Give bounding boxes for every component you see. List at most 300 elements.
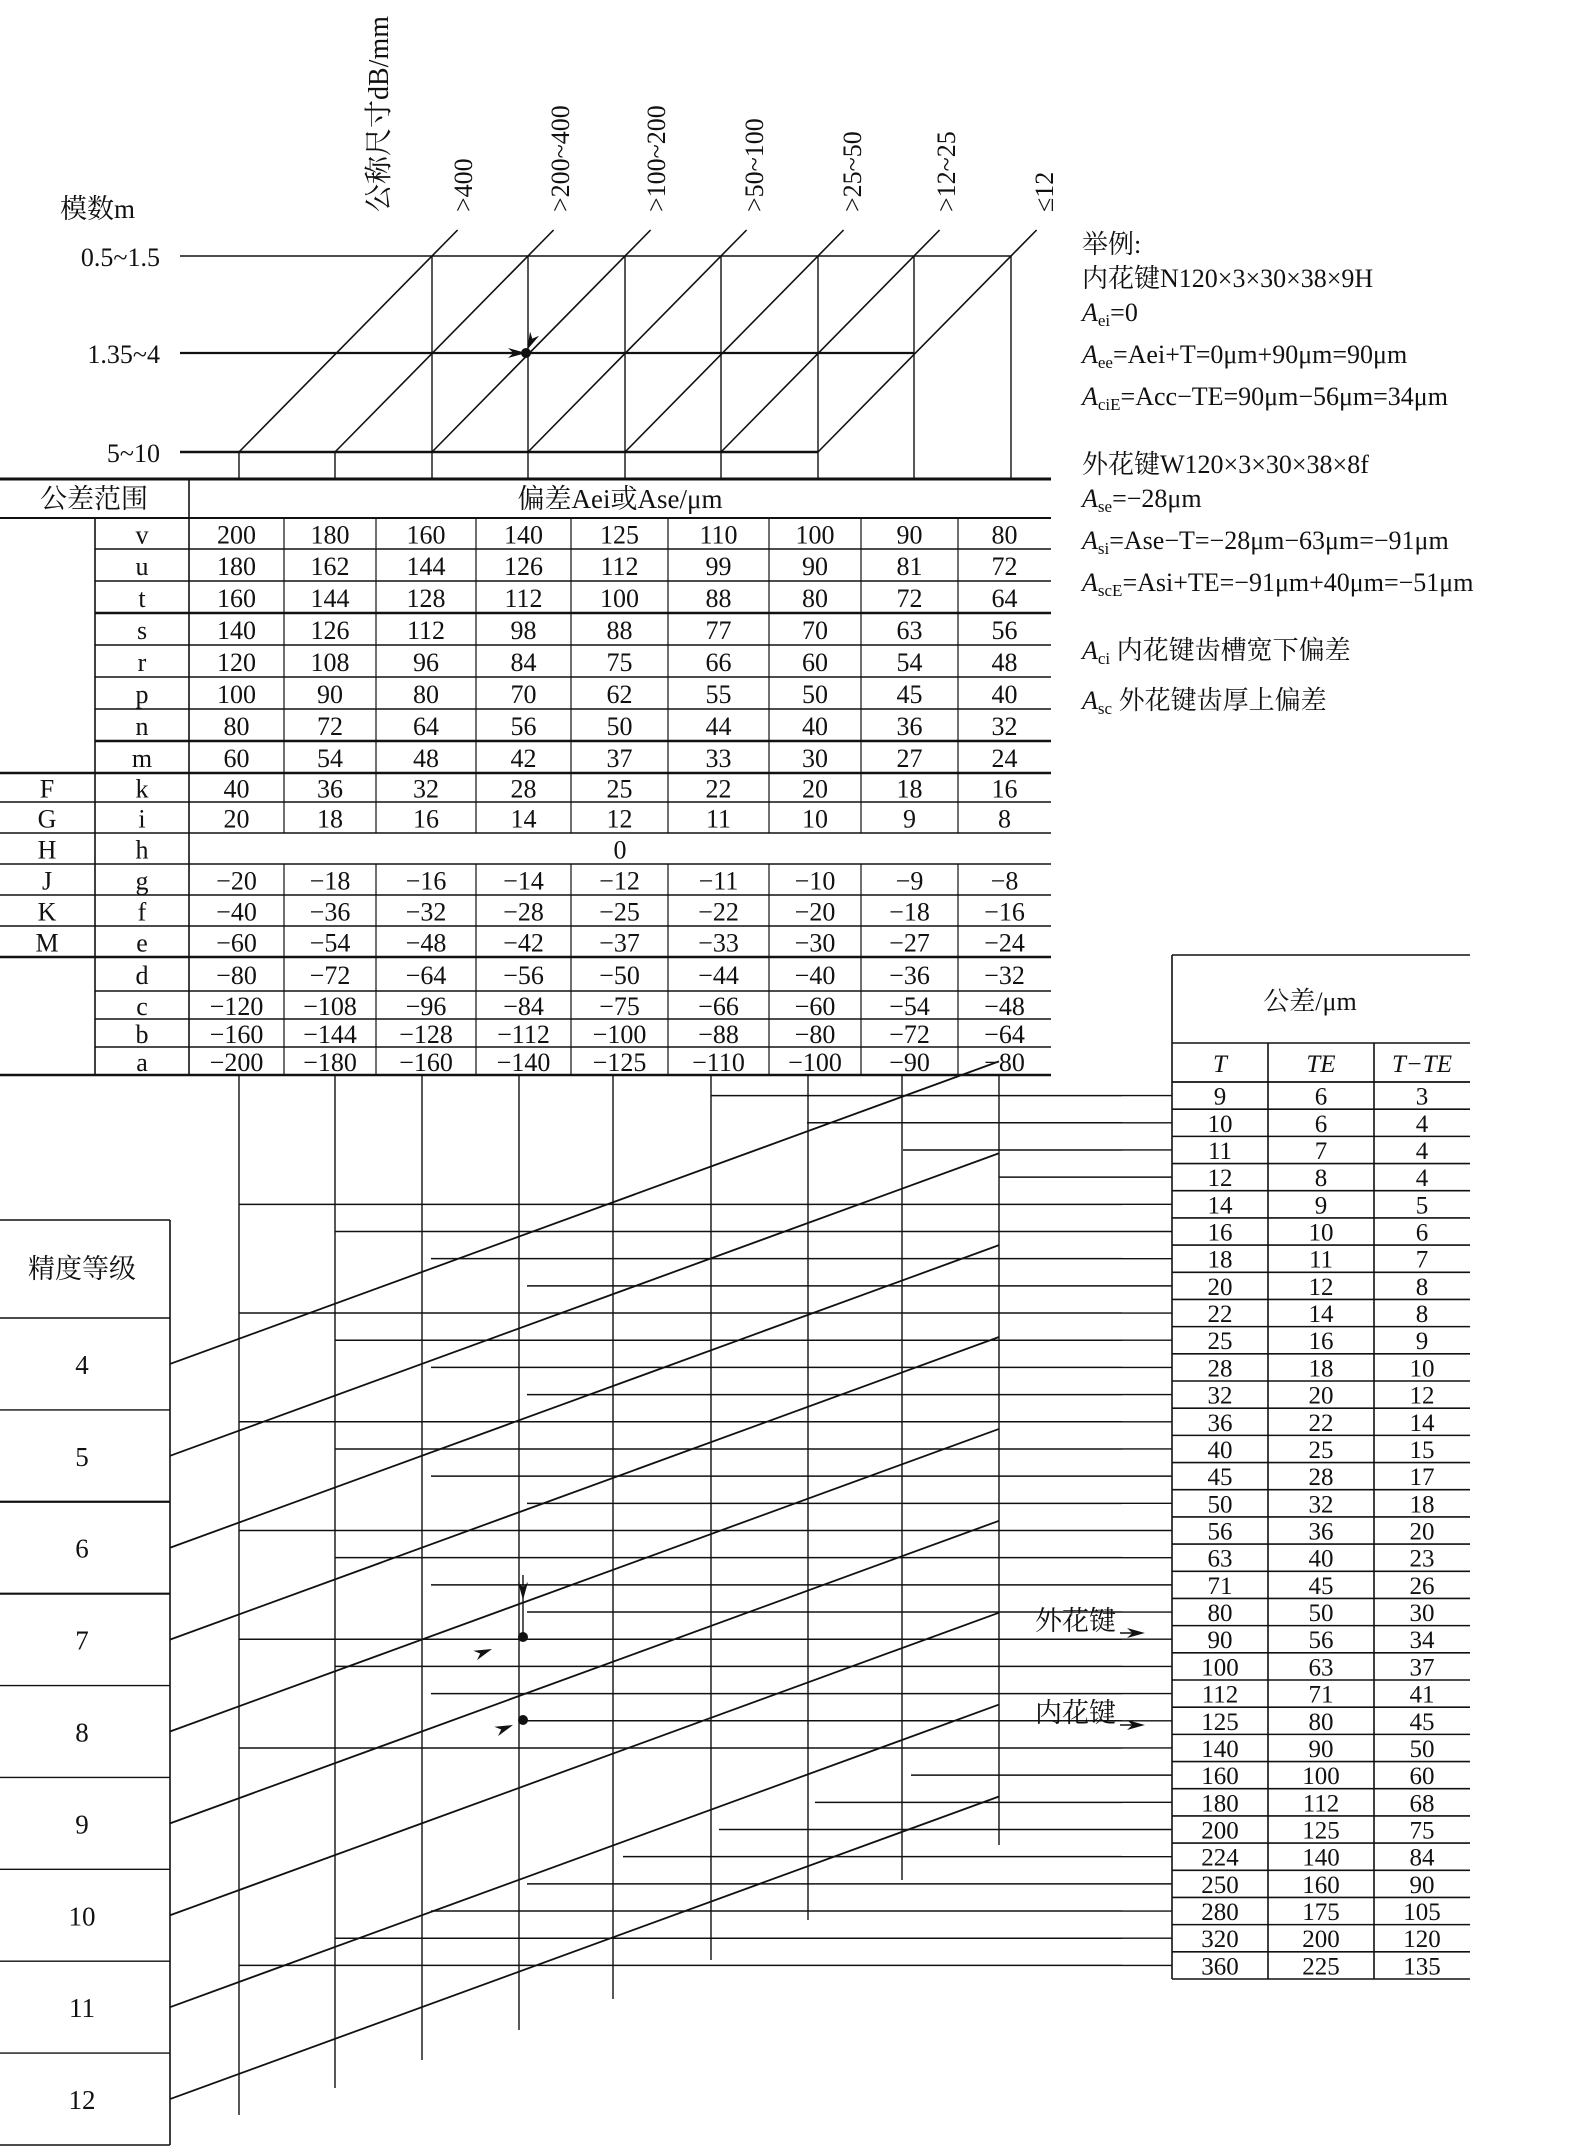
tolerance-cell: 10 <box>1409 1355 1435 1383</box>
symbol: A <box>1082 382 1098 411</box>
internal-tolerance-label: F <box>39 774 55 804</box>
grade-label: 6 <box>75 1533 89 1564</box>
tolerance-column-header: T−TE <box>1392 1051 1452 1078</box>
external-tolerance-label: p <box>135 680 149 709</box>
tolerance-cell: 90 <box>1409 1871 1435 1899</box>
grade-slope-line <box>170 1613 999 1916</box>
table-cell: −56 <box>503 961 544 990</box>
table-cell: 40 <box>223 774 250 804</box>
table-cell: 42 <box>510 744 537 773</box>
table-cell: 100 <box>600 584 639 613</box>
table-cell: 128 <box>406 584 446 613</box>
subscript: ei <box>1097 311 1111 330</box>
table-cell: 18 <box>896 774 923 804</box>
table-cell: 45 <box>896 680 923 709</box>
formula-text: =−28μm <box>1112 484 1202 513</box>
tolerance-cell: 250 <box>1201 1871 1239 1899</box>
tolerance-cell: 17 <box>1409 1464 1435 1492</box>
symbol: A <box>1082 298 1098 327</box>
table-cell: −32 <box>984 961 1025 990</box>
table-cell: −37 <box>599 928 640 958</box>
tolerance-cell: 32 <box>1308 1491 1334 1519</box>
size-axis-label: 公称尺寸dB/mm <box>364 15 395 212</box>
table-cell: −60 <box>794 992 836 1021</box>
tolerance-cell: 11 <box>1207 1137 1233 1165</box>
tolerance-column-header: T <box>1213 1051 1227 1078</box>
table-cell: 0 <box>613 835 627 865</box>
table-cell: −40 <box>794 961 836 990</box>
tolerance-cell: 63 <box>1308 1654 1334 1682</box>
table-cell: 14 <box>510 804 537 834</box>
tolerance-cell: 63 <box>1207 1545 1233 1573</box>
table-cell: 200 <box>217 520 256 550</box>
grade-label: 4 <box>75 1349 89 1380</box>
table-cell: 50 <box>802 680 828 709</box>
external-tolerance-label: u <box>135 552 149 581</box>
module-row-label: 5~10 <box>106 439 160 468</box>
tolerance-cell: 135 <box>1403 1953 1441 1981</box>
tolerance-cell: 56 <box>1308 1627 1334 1655</box>
table-cell: −96 <box>405 992 447 1021</box>
tolerance-cell: 8 <box>1415 1301 1429 1329</box>
tolerance-cell: 5 <box>1415 1192 1429 1220</box>
tolerance-cell: 112 <box>1201 1681 1239 1709</box>
tolerance-cell: 20 <box>1308 1382 1334 1410</box>
grade-label: 8 <box>75 1717 89 1748</box>
tolerance-cell: 75 <box>1409 1817 1435 1845</box>
table-cell: −75 <box>599 992 640 1021</box>
tolerance-cell: 200 <box>1302 1926 1340 1954</box>
table-cell: 60 <box>802 648 828 677</box>
table-cell: 88 <box>705 584 732 613</box>
table-cell: 63 <box>896 616 923 645</box>
tolerance-cell: 6 <box>1314 1110 1328 1138</box>
example-title: 举例: <box>1082 230 1142 259</box>
tolerance-cell: 18 <box>1207 1246 1233 1274</box>
tolerance-cell: 16 <box>1308 1328 1334 1356</box>
tolerance-cell: 224 <box>1201 1844 1239 1872</box>
external-tolerance-label: h <box>135 835 149 865</box>
table-cell: −100 <box>788 1048 842 1077</box>
table-cell: 32 <box>991 712 1018 741</box>
table-cell: −44 <box>698 961 739 990</box>
table-cell: −120 <box>209 992 264 1021</box>
tolerance-cell: 36 <box>1308 1518 1334 1546</box>
table-cell: 27 <box>896 744 923 773</box>
table-cell: 36 <box>317 774 343 804</box>
table-cell: 54 <box>896 648 923 677</box>
tolerance-cell: 200 <box>1201 1817 1239 1845</box>
subscript: ee <box>1097 353 1113 372</box>
table-cell: −84 <box>503 992 544 1021</box>
table-cell: −10 <box>794 866 836 896</box>
table-cell: −72 <box>309 961 351 990</box>
tolerance-cell: 28 <box>1207 1355 1233 1383</box>
table-cell: −64 <box>984 1020 1025 1049</box>
grade-slope-line <box>170 1337 999 1640</box>
grade-slope-line <box>170 1153 999 1456</box>
table-cell: 37 <box>606 744 633 773</box>
table-cell: −110 <box>692 1048 745 1077</box>
table-cell: −60 <box>216 928 257 958</box>
table-cell: −80 <box>216 961 257 990</box>
table-cell: 90 <box>317 680 343 709</box>
symbol: A <box>1082 340 1098 369</box>
tolerance-cell: 12 <box>1409 1382 1435 1410</box>
tolerance-cell: 41 <box>1409 1681 1435 1709</box>
table-cell: 112 <box>406 616 446 645</box>
table-cell: −54 <box>889 992 930 1021</box>
tolerance-cell: 18 <box>1308 1355 1334 1383</box>
table-cell: 20 <box>802 774 828 804</box>
tolerance-cell: 10 <box>1207 1110 1233 1138</box>
tolerance-cell: 360 <box>1201 1953 1239 1981</box>
table-cell: 80 <box>223 712 250 741</box>
tolerance-cell: 6 <box>1314 1083 1328 1111</box>
table-cell: 9 <box>903 804 916 834</box>
table-cell: −33 <box>698 928 739 958</box>
arrow-right-icon <box>494 1725 513 1736</box>
table-cell: −40 <box>216 897 257 927</box>
table-cell: −66 <box>698 992 739 1021</box>
tolerance-cell: 37 <box>1409 1654 1435 1682</box>
tolerance-cell: 7 <box>1314 1137 1328 1165</box>
table-cell: 84 <box>510 648 537 677</box>
table-cell: −18 <box>889 897 930 927</box>
tolerance-cell: 68 <box>1409 1790 1435 1818</box>
table-cell: −12 <box>599 866 640 896</box>
size-range-label: ≤12 <box>1030 171 1059 212</box>
table-cell: 18 <box>317 804 343 834</box>
tolerance-cell: 4 <box>1415 1165 1429 1193</box>
table-cell: 162 <box>310 552 350 581</box>
table-cell: 98 <box>510 616 537 645</box>
symbol: A <box>1082 636 1098 665</box>
table-cell: 126 <box>504 552 543 581</box>
table-cell: 126 <box>310 616 350 645</box>
arrow-down-icon <box>527 332 539 350</box>
grade-label: 11 <box>69 1993 95 2024</box>
table-cell: 90 <box>802 552 828 581</box>
grade-slope-line <box>170 1245 999 1548</box>
table-cell: 48 <box>413 744 439 773</box>
table-cell: 144 <box>406 552 446 581</box>
table-cell: 88 <box>606 616 633 645</box>
table-cell: −80 <box>984 1048 1025 1077</box>
table-cell: −22 <box>698 897 739 927</box>
table-cell: −200 <box>209 1048 264 1077</box>
subscript: ciE <box>1097 395 1121 414</box>
legend-text: 内花键齿槽宽下偏差 <box>1110 636 1351 665</box>
grade-label: 9 <box>75 1809 89 1840</box>
formula-line <box>1082 482 1473 524</box>
grade-label: 10 <box>68 1901 96 1932</box>
table-cell: 20 <box>223 804 250 834</box>
tolerance-cell: 45 <box>1308 1572 1334 1600</box>
module-label: 模数m <box>60 194 136 224</box>
tolerance-cell: 12 <box>1207 1165 1233 1193</box>
external-tolerance-label: a <box>136 1048 148 1077</box>
tolerance-cell: 71 <box>1308 1681 1334 1709</box>
formula-line <box>1082 296 1473 338</box>
tolerance-cell: 280 <box>1201 1899 1239 1927</box>
tolerance-cell: 71 <box>1207 1572 1233 1600</box>
table-cell: −48 <box>405 928 447 958</box>
table-cell: 24 <box>991 744 1018 773</box>
table-cell: 44 <box>705 712 732 741</box>
table-cell: 160 <box>217 584 256 613</box>
external-tolerance-label: c <box>136 992 148 1021</box>
table-cell: 32 <box>413 774 439 804</box>
subscript: se <box>1097 497 1113 516</box>
tolerance-cell: 14 <box>1308 1301 1334 1329</box>
table-cell: −16 <box>405 866 447 896</box>
module-row-label: 1.35~4 <box>87 340 160 369</box>
tolerance-cell: 25 <box>1207 1328 1233 1356</box>
internal-tolerance-label: J <box>41 866 53 896</box>
table-cell: 100 <box>217 680 256 709</box>
size-diagonal <box>432 230 651 452</box>
tolerance-cell: 10 <box>1308 1219 1334 1247</box>
table-cell: 99 <box>705 552 732 581</box>
table-cell: 90 <box>896 520 923 550</box>
table-cell: 28 <box>510 774 537 804</box>
subscript: scE <box>1097 581 1123 600</box>
tolerance-cell: 50 <box>1207 1491 1233 1519</box>
internal-spline-label: 内花键 <box>1035 1698 1116 1728</box>
grade-slope-line <box>170 1521 999 1824</box>
table-cell: −125 <box>592 1048 647 1077</box>
table-cell: −140 <box>496 1048 551 1077</box>
subscript: ci <box>1097 649 1111 668</box>
formula-line <box>1082 338 1473 380</box>
table-cell: −27 <box>889 928 930 958</box>
table-cell: −36 <box>309 897 351 927</box>
table-cell: −20 <box>216 866 257 896</box>
table-cell: 55 <box>705 680 732 709</box>
table-cell: 80 <box>802 584 828 613</box>
table-cell: 81 <box>896 552 923 581</box>
external-spline-designation: 外花键W120×3×30×38×8f <box>1082 450 1369 479</box>
table-cell: −160 <box>399 1048 453 1077</box>
external-tolerance-label: e <box>136 928 148 958</box>
tolerance-cell: 140 <box>1201 1735 1239 1763</box>
table-cell: 80 <box>991 520 1018 550</box>
table-cell: −112 <box>497 1020 550 1049</box>
external-tolerance-label: k <box>135 774 149 804</box>
table-cell: −14 <box>503 866 544 896</box>
external-formulas <box>1082 482 1473 608</box>
tolerance-cell: 20 <box>1207 1273 1233 1301</box>
tolerance-cell: 22 <box>1207 1301 1233 1329</box>
tolerance-cell: 28 <box>1308 1464 1334 1492</box>
tolerance-cell: 6 <box>1415 1219 1429 1247</box>
table-cell: 62 <box>606 680 633 709</box>
table-cell: −32 <box>405 897 447 927</box>
table-cell: −80 <box>794 1020 836 1049</box>
tolerance-cell: 30 <box>1409 1600 1435 1628</box>
table-cell: −36 <box>889 961 930 990</box>
table-cell: 70 <box>510 680 537 709</box>
table-cell: 112 <box>504 584 543 613</box>
tolerance-cell: 100 <box>1201 1654 1239 1682</box>
tolerance-cell: 4 <box>1415 1137 1429 1165</box>
table-cell: 16 <box>991 774 1018 804</box>
table-cell: −88 <box>698 1020 739 1049</box>
symbol: A <box>1082 526 1098 555</box>
internal-example-dot <box>518 1715 528 1725</box>
tolerance-cell: 56 <box>1207 1518 1233 1546</box>
table-cell: 160 <box>406 520 446 550</box>
table-cell: −160 <box>209 1020 264 1049</box>
table-cell: 60 <box>223 744 250 773</box>
tolerance-column-header: TE <box>1306 1051 1336 1078</box>
tolerance-cell: 20 <box>1409 1518 1435 1546</box>
grade-slope-line <box>170 1705 999 2008</box>
tolerance-header: 公差/μm <box>1263 987 1357 1016</box>
table-cell: −128 <box>399 1020 453 1049</box>
table-cell: 36 <box>896 712 923 741</box>
tolerance-cell: 120 <box>1403 1926 1441 1954</box>
internal-spline-designation: 内花键N120×3×30×38×9H <box>1082 264 1374 293</box>
table-cell: −24 <box>984 928 1025 958</box>
table-cell: −180 <box>303 1048 357 1077</box>
external-spline-label: 外花键 <box>1035 1606 1116 1636</box>
table-cell: 80 <box>413 680 439 709</box>
grade-slope-line <box>170 1796 999 2099</box>
table-cell: 72 <box>317 712 343 741</box>
tolerance-cell: 7 <box>1415 1246 1429 1274</box>
grade-label: 12 <box>68 2085 96 2116</box>
table-cell: 120 <box>217 648 256 677</box>
table-cell: 108 <box>310 648 350 677</box>
table-cell: 40 <box>991 680 1018 709</box>
range-header: 公差范围 <box>40 484 148 514</box>
tolerance-cell: 14 <box>1207 1192 1233 1220</box>
table-cell: −8 <box>990 866 1019 896</box>
table-cell: 72 <box>896 584 923 613</box>
formula-text: =Acc−TE=90μm−56μm=34μm <box>1120 382 1448 411</box>
external-tolerance-label: m <box>131 744 153 773</box>
tolerance-cell: 3 <box>1415 1083 1429 1111</box>
size-range-label: >50~100 <box>740 118 769 212</box>
tolerance-cell: 15 <box>1409 1436 1435 1464</box>
external-tolerance-label: b <box>135 1020 149 1049</box>
grade-slope-line <box>170 1061 999 1364</box>
external-tolerance-label: t <box>138 584 146 613</box>
tolerance-cell: 36 <box>1207 1409 1233 1437</box>
table-cell: −11 <box>698 866 739 896</box>
tolerance-cell: 45 <box>1207 1464 1233 1492</box>
formula-text: =0 <box>1110 298 1138 327</box>
subscript: si <box>1097 539 1110 558</box>
tolerance-cell: 90 <box>1308 1735 1334 1763</box>
internal-tolerance-label: M <box>35 928 59 958</box>
size-range-label: >400 <box>449 158 478 212</box>
table-cell: 180 <box>217 552 256 581</box>
module-row-label: 0.5~1.5 <box>80 243 160 272</box>
tolerance-cell: 90 <box>1207 1627 1233 1655</box>
tolerance-cell: 11 <box>1308 1246 1334 1274</box>
formula-line <box>1082 524 1473 566</box>
formula-line <box>1082 566 1473 608</box>
table-cell: 48 <box>991 648 1018 677</box>
table-cell: 100 <box>795 520 835 550</box>
external-tolerance-label: d <box>135 961 149 990</box>
grade-slope-line <box>170 1429 999 1732</box>
example-notes <box>1082 228 1473 734</box>
external-tolerance-label: s <box>136 616 148 645</box>
tolerance-cell: 8 <box>1314 1165 1328 1193</box>
size-diagonal <box>625 230 844 452</box>
tolerance-cell: 4 <box>1415 1110 1429 1138</box>
tolerance-cell: 32 <box>1207 1382 1233 1410</box>
table-cell: −18 <box>309 866 351 896</box>
formula-text: =Asi+TE=−91μm+40μm=−51μm <box>1122 568 1474 597</box>
grade-label: 7 <box>75 1625 89 1656</box>
size-range-label: >200~400 <box>546 105 575 212</box>
internal-tolerance-label: K <box>37 897 57 927</box>
external-tolerance-label: v <box>135 520 149 550</box>
table-cell: −48 <box>984 992 1025 1021</box>
external-tolerance-label: n <box>135 712 149 741</box>
external-tolerance-label: f <box>137 897 147 927</box>
table-cell: 64 <box>413 712 439 741</box>
table-cell: −54 <box>309 928 351 958</box>
table-cell: −90 <box>889 1048 930 1077</box>
internal-tolerance-label: H <box>37 835 57 865</box>
table-cell: 112 <box>600 552 639 581</box>
table-cell: 140 <box>217 616 256 645</box>
symbol: A <box>1082 568 1098 597</box>
tolerance-cell: 40 <box>1207 1436 1233 1464</box>
size-range-label: >100~200 <box>642 105 671 212</box>
tolerance-cell: 14 <box>1409 1409 1435 1437</box>
arrow-right-icon <box>473 1649 492 1660</box>
table-cell: 75 <box>606 648 633 677</box>
tolerance-cell: 160 <box>1201 1763 1239 1791</box>
table-cell: 64 <box>991 584 1018 613</box>
table-cell: 12 <box>606 804 633 834</box>
tolerance-cell: 16 <box>1207 1219 1233 1247</box>
legend-text: 外花键齿厚上偏差 <box>1112 686 1327 715</box>
formula-text: =Aei+T=0μm+90μm=90μm <box>1112 340 1408 369</box>
tolerance-cell: 12 <box>1308 1273 1334 1301</box>
tolerance-cell: 80 <box>1308 1708 1334 1736</box>
tolerance-cell: 125 <box>1302 1817 1340 1845</box>
table-cell: −28 <box>503 897 544 927</box>
table-cell: −50 <box>599 961 640 990</box>
tolerance-cell: 105 <box>1403 1899 1441 1927</box>
tolerance-cell: 50 <box>1308 1600 1334 1628</box>
table-cell: 56 <box>510 712 537 741</box>
table-cell: 125 <box>600 520 639 550</box>
size-diagonal <box>721 230 940 452</box>
tolerance-cell: 9 <box>1314 1192 1328 1220</box>
table-cell: −16 <box>984 897 1025 927</box>
table-cell: 30 <box>802 744 828 773</box>
table-cell: −42 <box>503 928 544 958</box>
tolerance-cell: 34 <box>1409 1627 1435 1655</box>
size-diagonal <box>239 230 458 452</box>
tolerance-cell: 112 <box>1302 1790 1340 1818</box>
table-cell: 40 <box>802 712 828 741</box>
tolerance-cell: 9 <box>1213 1083 1227 1111</box>
table-cell: −20 <box>794 897 836 927</box>
table-cell: 50 <box>606 712 633 741</box>
size-range-label: >12~25 <box>932 131 961 212</box>
tolerance-cell: 320 <box>1201 1926 1239 1954</box>
